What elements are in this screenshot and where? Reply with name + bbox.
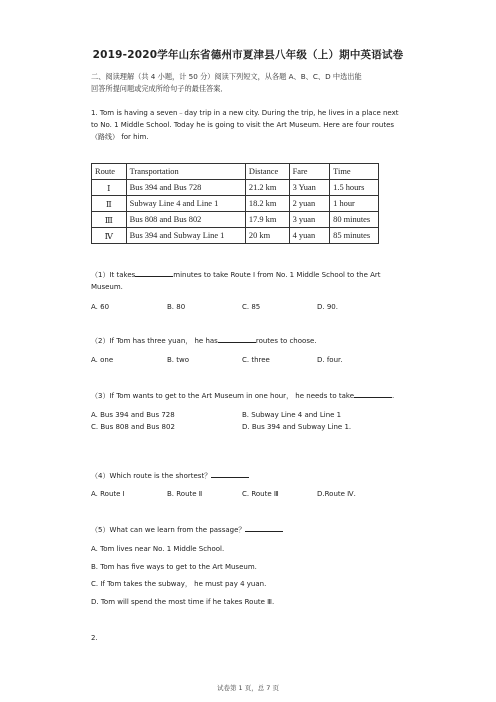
- answer-blank[interactable]: [135, 268, 173, 277]
- page-title: 2019-2020学年山东省德州市夏津县八年级（上）期中英语试卷: [92, 49, 404, 61]
- transportation-cell: Bus 808 and Bus 802: [126, 212, 245, 228]
- fare-cell: 3 yuan: [289, 212, 330, 228]
- option-a[interactable]: A. Route Ⅰ: [91, 490, 125, 498]
- distance-cell: 17.9 km: [245, 212, 289, 228]
- next-question-number: 2.: [91, 634, 98, 642]
- question-5: [91, 523, 421, 536]
- page-footer: 试卷第 1 页，总 7 页: [216, 684, 280, 692]
- header-transportation: Transportation: [126, 164, 245, 180]
- route-cell: Ⅱ: [92, 196, 127, 212]
- option-b[interactable]: B. Subway Line 4 and Line 1: [242, 411, 342, 419]
- time-cell: 1.5 hours: [330, 180, 379, 196]
- route-cell: Ⅲ: [92, 212, 127, 228]
- passage-line-3: （路线） for him.: [91, 133, 149, 141]
- option-b[interactable]: B. Route Ⅱ: [167, 490, 203, 498]
- section-instructions: [91, 71, 421, 95]
- header-time: Time: [330, 164, 379, 180]
- question-1: [91, 268, 421, 293]
- option-d[interactable]: D. 90.: [317, 303, 338, 311]
- option-a[interactable]: A. Tom lives near No. 1 Middle School.: [91, 545, 225, 553]
- transportation-cell: Bus 394 and Subway Line 1: [126, 228, 245, 244]
- header-route: Route: [92, 164, 127, 180]
- instructions-line-1: 二、阅读理解（共 4 小题，计 50 分）阅读下列短文，从各题 A、B、C、D 中选出能: [91, 72, 362, 81]
- question-3-stem-a: （3）If Tom wants to get to the Art Museum in one hour， he needs to take: [91, 392, 355, 400]
- passage-line-2: to No. 1 Middle School. Today he is going to visit the Art Museum. Here are four routes: [91, 121, 395, 129]
- routes-table: [91, 163, 379, 244]
- option-c[interactable]: C. 85: [242, 303, 261, 311]
- table-row: [92, 196, 379, 212]
- header-fare: Fare: [289, 164, 330, 180]
- option-d[interactable]: D. four.: [317, 356, 343, 364]
- distance-cell: 20 km: [245, 228, 289, 244]
- time-cell: 80 minutes: [330, 212, 379, 228]
- passage: [91, 107, 421, 143]
- distance-cell: 18.2 km: [245, 196, 289, 212]
- table-row: [92, 212, 379, 228]
- option-c[interactable]: C. Route Ⅲ: [242, 490, 279, 498]
- instructions-line-2: 回答所提问题或完成所给句子的最佳答案．: [91, 84, 228, 93]
- table-header-row: [92, 164, 379, 180]
- option-c[interactable]: C. If Tom takes the subway， he must pay 4 yuan.: [91, 580, 267, 588]
- transportation-cell: Subway Line 4 and Line 1: [126, 196, 245, 212]
- option-a[interactable]: A. 60: [91, 303, 110, 311]
- answer-blank[interactable]: [354, 389, 395, 400]
- question-1-stem-b: minutes to take Route Ⅰ from No. 1 Middle School to the Art: [173, 271, 381, 279]
- option-b[interactable]: B. Tom has five ways to get to the Art Museum.: [91, 563, 257, 571]
- question-2-stem-b: routes to choose.: [255, 337, 317, 345]
- question-4-stem-a: （4）Which route is the shortest？: [91, 472, 212, 480]
- option-c[interactable]: C. Bus 808 and Bus 802: [91, 423, 175, 431]
- answer-blank[interactable]: [211, 469, 249, 478]
- question-2: [91, 334, 421, 347]
- option-d[interactable]: D. Tom will spend the most time if he takes Route Ⅲ.: [91, 598, 275, 606]
- option-b[interactable]: B. 80: [167, 303, 186, 311]
- fare-cell: 2 yuan: [289, 196, 330, 212]
- question-2-stem-a: （2）If Tom has three yuan， he has: [91, 337, 218, 345]
- question-3: [91, 389, 421, 402]
- fare-cell: 4 yuan: [289, 228, 330, 244]
- option-b[interactable]: B. two: [167, 356, 190, 364]
- option-c[interactable]: C. three: [242, 356, 270, 364]
- question-3-stem-b: .: [392, 392, 395, 400]
- option-d[interactable]: D. Bus 394 and Subway Line 1.: [242, 423, 352, 431]
- transportation-cell: Bus 394 and Bus 728: [126, 180, 245, 196]
- route-cell: Ⅰ: [92, 180, 127, 196]
- question-4: [91, 469, 421, 482]
- table-row: [92, 228, 379, 244]
- answer-blank[interactable]: [218, 334, 256, 343]
- time-cell: 1 hour: [330, 196, 379, 212]
- option-d[interactable]: D.Route Ⅳ.: [317, 490, 356, 498]
- question-1-stem-c: Museum.: [91, 283, 123, 291]
- table-row: [92, 180, 379, 196]
- option-a[interactable]: A. Bus 394 and Bus 728: [91, 411, 175, 419]
- header-distance: Distance: [245, 164, 289, 180]
- distance-cell: 21.2 km: [245, 180, 289, 196]
- option-a[interactable]: A. one: [91, 356, 114, 364]
- question-5-stem-a: （5）What can we learn from the passage？: [91, 526, 246, 534]
- answer-blank[interactable]: [245, 523, 283, 532]
- question-1-stem-a: （1）It takes: [91, 271, 136, 279]
- route-cell: Ⅳ: [92, 228, 127, 244]
- fare-cell: 3 Yuan: [289, 180, 330, 196]
- time-cell: 85 minutes: [330, 228, 379, 244]
- passage-line-1: 1. Tom is having a seven﹣day trip in a new city. During the trip, he lives in a place next: [91, 109, 399, 117]
